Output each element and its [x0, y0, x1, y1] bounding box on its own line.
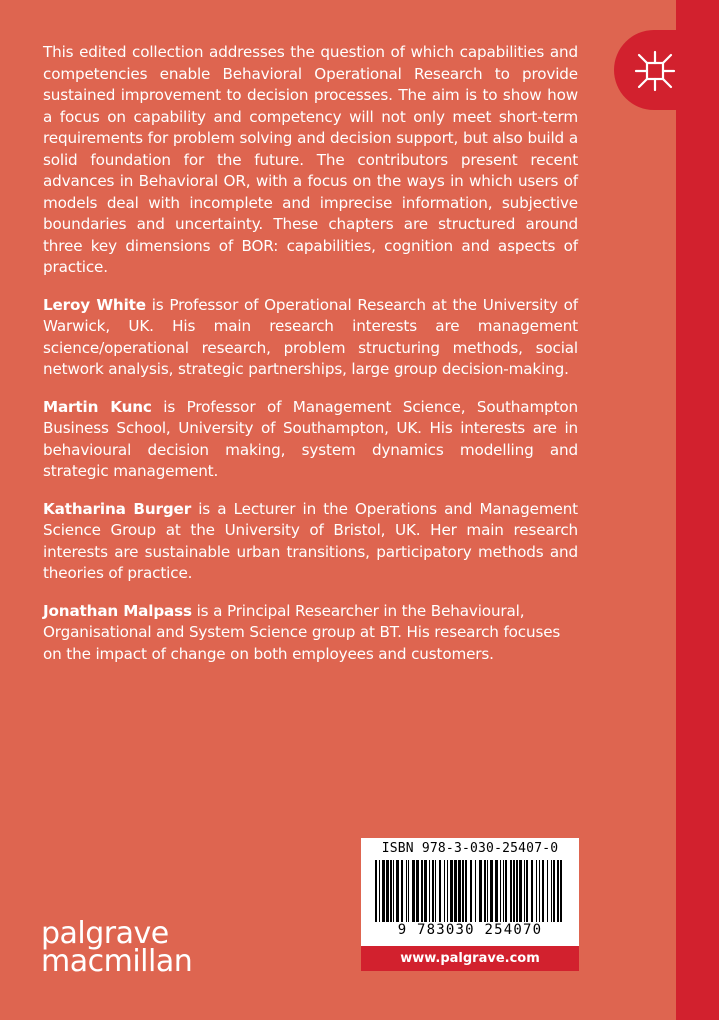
publisher-logo-tab: [614, 30, 719, 110]
barcode-bar: [536, 860, 537, 922]
author-name: Martin Kunc: [43, 397, 152, 416]
barcode-bar: [375, 860, 377, 922]
author-bio-1: [43, 295, 578, 381]
author-bio-text: is a Lecturer in the Operations and Management Science Group at the University of Bristol, UK. Her main research interests are sustainable urban transitions, participatory methods and theories of practice.: [43, 499, 578, 582]
barcode-bar: [560, 860, 562, 922]
barcode-bar: [424, 860, 427, 922]
barcode-bar: [542, 860, 544, 922]
barcode-bar: [484, 860, 486, 922]
barcode-bar: [429, 860, 430, 922]
barcode-bar: [510, 860, 512, 922]
barcode-digits: 9 783030 254070: [397, 922, 543, 938]
barcode-bar: [475, 860, 476, 922]
spine-strip: [676, 0, 719, 1020]
barcode-bar: [401, 860, 403, 922]
barcode-bar: [393, 860, 394, 922]
blurb-paragraph: This edited collection addresses the question of which capabilities and competencies enable Behavioral Operational Research to provide sustained improvement to decision processes. The aim is to show how a focus on capability and competency will not only meet short-term requirements for problem solving and decision support, but also build a solid foundation for the future. The contributors present recent advances in Behavioral OR, with a focus on the ways in which users of models deal with incomplete and imprecise information, subjective boundaries and uncertainty. These chapters are structured around three key dimensions of BOR: capabilities, cognition and aspects of practice.: [43, 43, 578, 276]
author-bio-2: [43, 397, 578, 483]
barcode-bar: [516, 860, 518, 922]
barcode-bar: [547, 860, 548, 922]
isbn-barcode: [361, 838, 579, 971]
barcode-bar: [479, 860, 482, 922]
barcode-bar: [470, 860, 472, 922]
barcode-bar: [539, 860, 540, 922]
barcode-bar: [503, 860, 504, 922]
barcode-bar: [447, 860, 448, 922]
barcode-bar: [462, 860, 464, 922]
author-bio-text: is a Principal Researcher in the Behavioural, Organisational and System Science group at BT. His research focuses on the impact of change on both employees and customers.: [43, 601, 561, 663]
barcode-bar: [406, 860, 407, 922]
barcode-bar: [408, 860, 409, 922]
barcode-bar: [505, 860, 507, 922]
publisher-name-line2: macmillan: [41, 944, 193, 979]
barcode-bar: [458, 860, 461, 922]
barcode-bar: [416, 860, 419, 922]
author-name: Leroy White: [43, 295, 146, 314]
author-name: Katharina Burger: [43, 499, 192, 518]
author-bio-text: is Professor of Management Science, Southampton Business School, University of Southampton, UK. His interests are in behavioural decision making, system dynamics modelling and strategic management.: [43, 397, 578, 480]
barcode-bar: [412, 860, 415, 922]
barcode-bar: [495, 860, 498, 922]
barcode-bar: [557, 860, 559, 922]
back-cover-text: [43, 42, 578, 681]
barcode-bar: [439, 860, 441, 922]
barcode-bar: [435, 860, 436, 922]
barcode-bar: [390, 860, 392, 922]
barcode-bars: [373, 860, 567, 922]
publisher-name-line1: palgrave: [41, 916, 169, 951]
barcode-bar: [500, 860, 501, 922]
barcode-bar: [432, 860, 434, 922]
barcode-bar: [382, 860, 385, 922]
barcode-bar: [421, 860, 423, 922]
barcode-bar: [396, 860, 399, 922]
barcode-bar: [386, 860, 389, 922]
author-bio-3: [43, 499, 578, 585]
publisher-url: www.palgrave.com: [361, 946, 579, 971]
publisher-wordmark: [41, 916, 193, 979]
barcode-bar: [531, 860, 533, 922]
barcode-bar: [524, 860, 525, 922]
barcode-bar: [487, 860, 488, 922]
author-name: Jonathan Malpass: [43, 601, 192, 620]
palgrave-star-icon: [630, 46, 680, 96]
barcode-bar: [513, 860, 515, 922]
barcode-bar: [450, 860, 453, 922]
barcode-bar: [551, 860, 552, 922]
barcode-bar: [454, 860, 457, 922]
isbn-label: ISBN 978-3-030-25407-0: [381, 841, 559, 856]
author-bio-4: [43, 601, 578, 666]
barcode-bar: [526, 860, 528, 922]
barcode-bar: [519, 860, 522, 922]
barcode-bar: [465, 860, 467, 922]
author-bio-text: is Professor of Operational Research at the University of Warwick, UK. His main research interests are management science/operational research, problem structuring methods, social network analysis, strategic partnerships, large group decision-making.: [43, 295, 578, 378]
barcode-bar: [553, 860, 555, 922]
barcode-bar: [444, 860, 445, 922]
barcode-bar: [490, 860, 493, 922]
barcode-bar: [379, 860, 380, 922]
